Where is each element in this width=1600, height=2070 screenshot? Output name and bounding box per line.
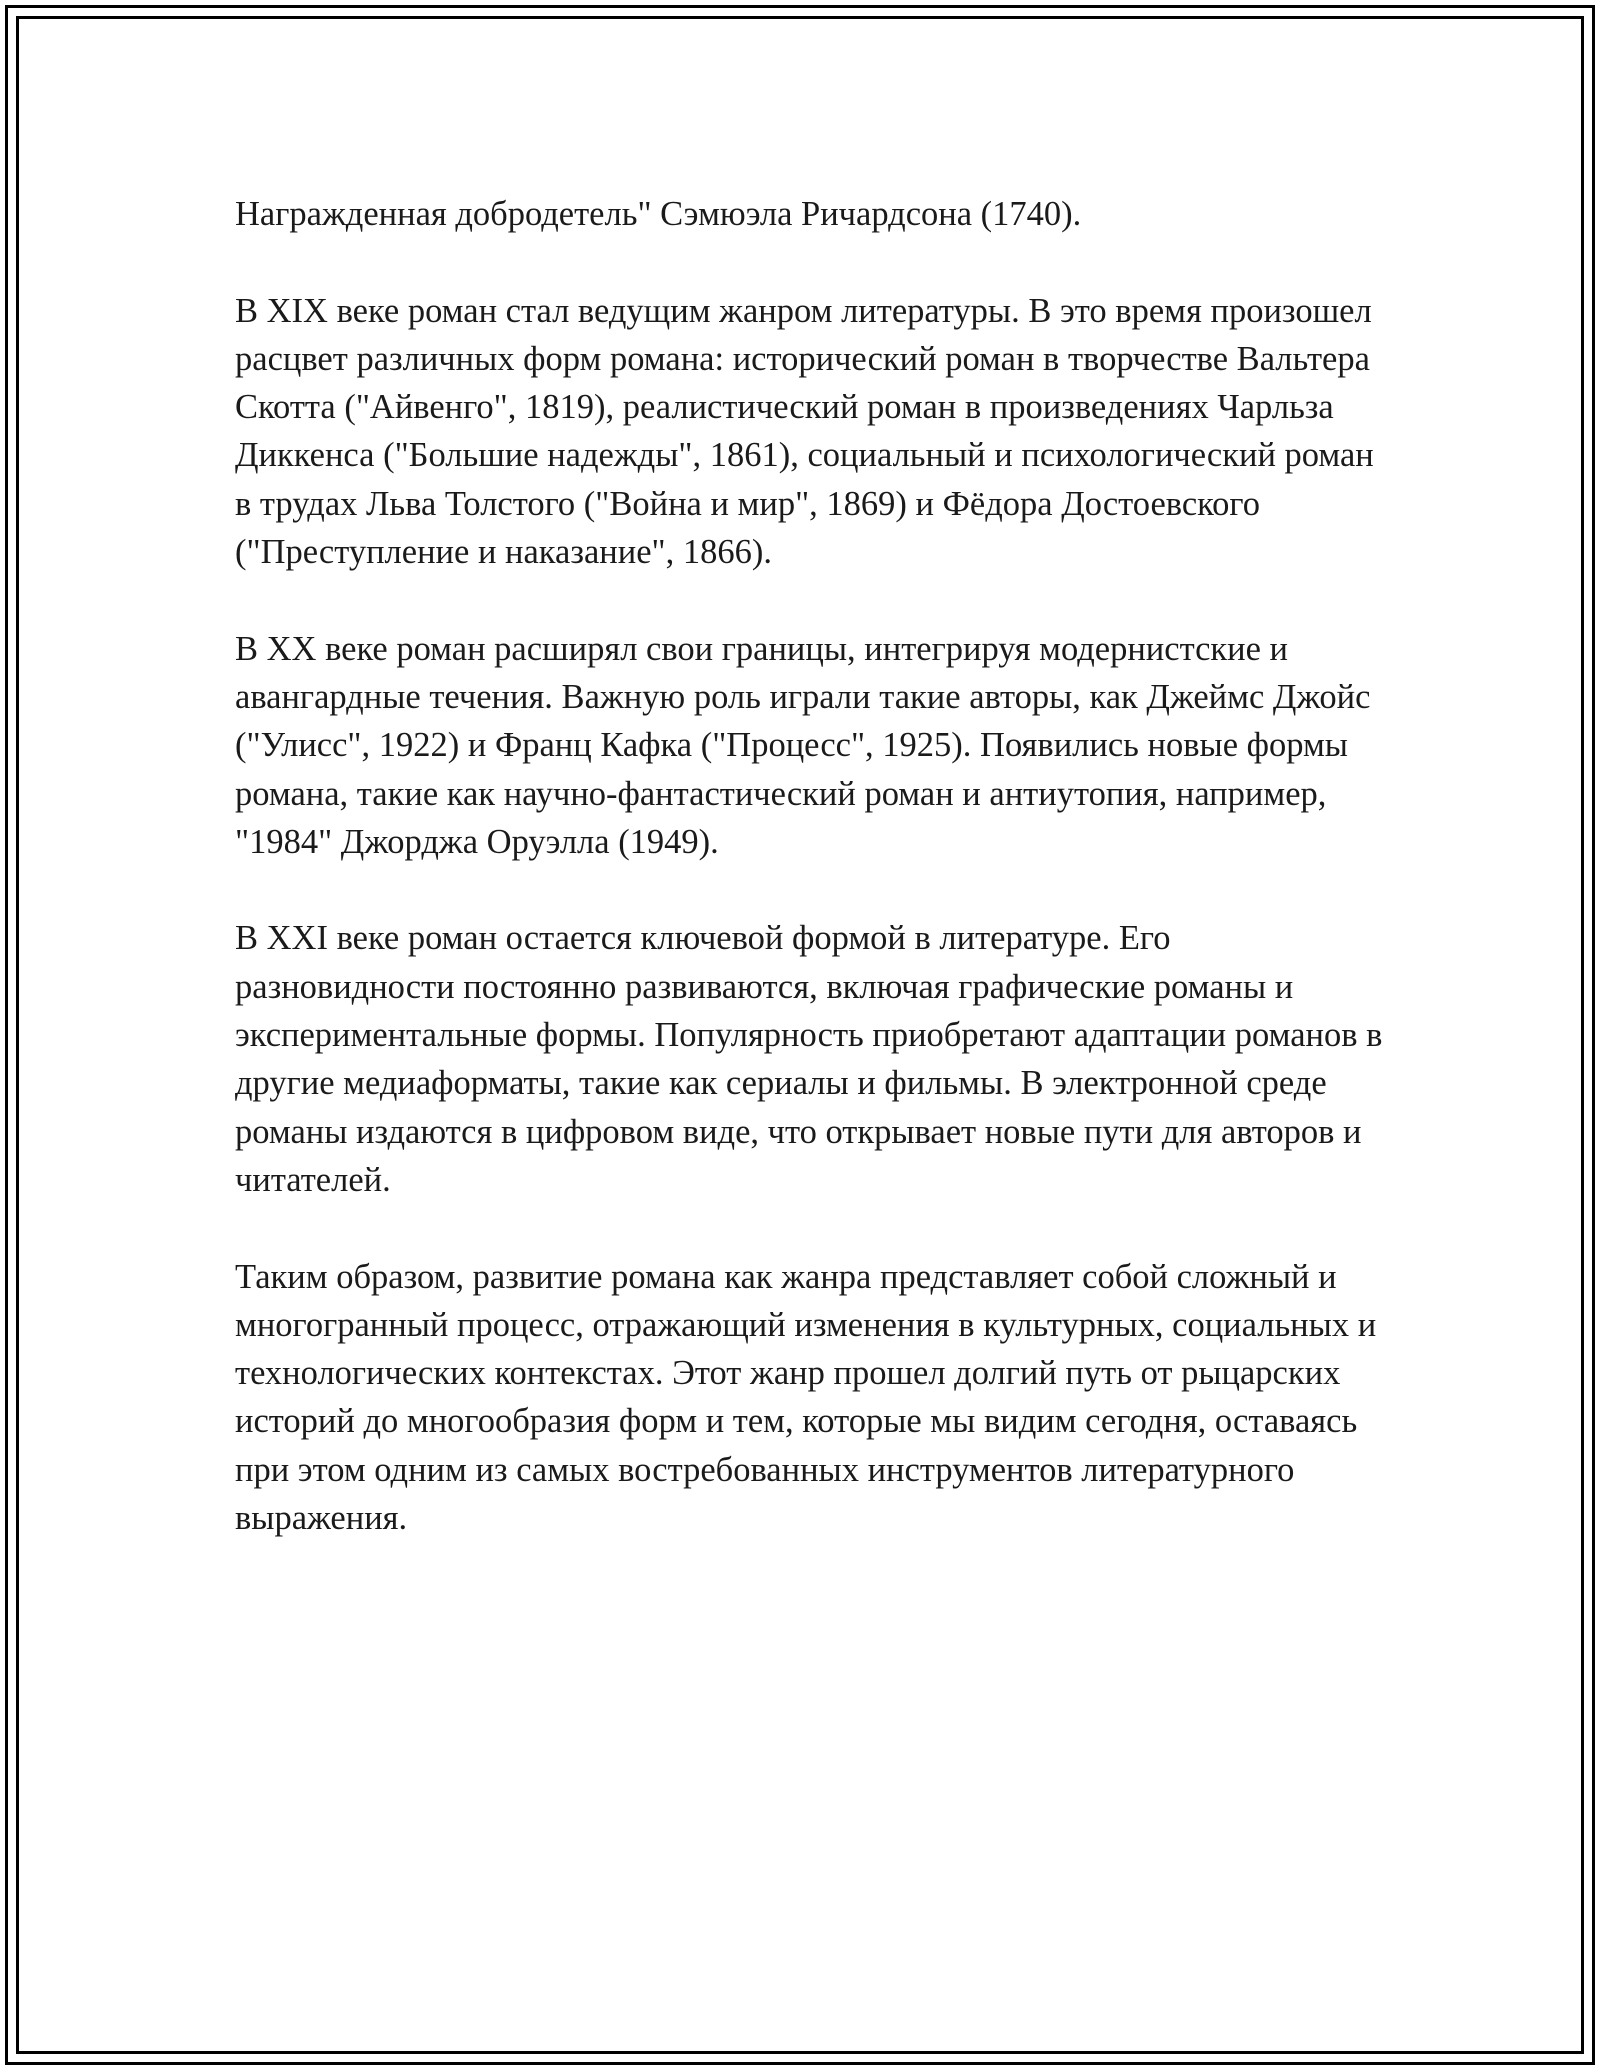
paragraph-4: В XXI веке роман остается ключевой формой в литературе. Его разновидности постоянно развиваются, включая графические романы и экспериментальные формы. Популярность приобретают адаптации романов в другие медиаформаты, такие как сериалы и фильмы. В электронной среде романы издаются в цифровом виде, что открывает новые пути для авторов и читателей. [235,919,1383,1199]
paragraph-5: Таким образом, развитие романа как жанра представляет собой сложный и многогранный процесс, отражающий изменения в культурных, социальных и технологических контекстах. Этот жанр прошел долгий путь от рыцарских историй до многообразия форм и тем, которые мы видим сегодня, оставаясь при этом одним из самых востребованных инструментов литературного выражения. [235,1257,1377,1538]
paragraph-3: В XX веке роман расширял свои границы, интегрируя модернистские и авангардные течения. Важную роль играли такие авторы, как Джеймс Джойс ("Улисс", 1922) и Франц Кафка ("Процесс", 1925). Появились новые формы романа, такие как научно-фантастический роман и антиутопия, например, "1984" Джорджа Оруэлла (1949). [235,629,1371,861]
document-body [235,190,1385,1591]
paragraph-1: Награжденная добродетель" Сэмюэла Ричардсона (1740). [235,195,1082,233]
paragraph-2: В XIX веке роман стал ведущим жанром литературы. В это время произошел расцвет различных форм романа: исторический роман в творчестве Вальтера Скотта ("Айвенго", 1819), реалистический роман в произведениях Чарльза Диккенса ("Большие надежды", 1861), социальный и психологический роман в трудах Льва Толстого ("Война и мир", 1869) и Фёдора Достоевского ("Преступление и наказание", 1866). [235,291,1374,572]
